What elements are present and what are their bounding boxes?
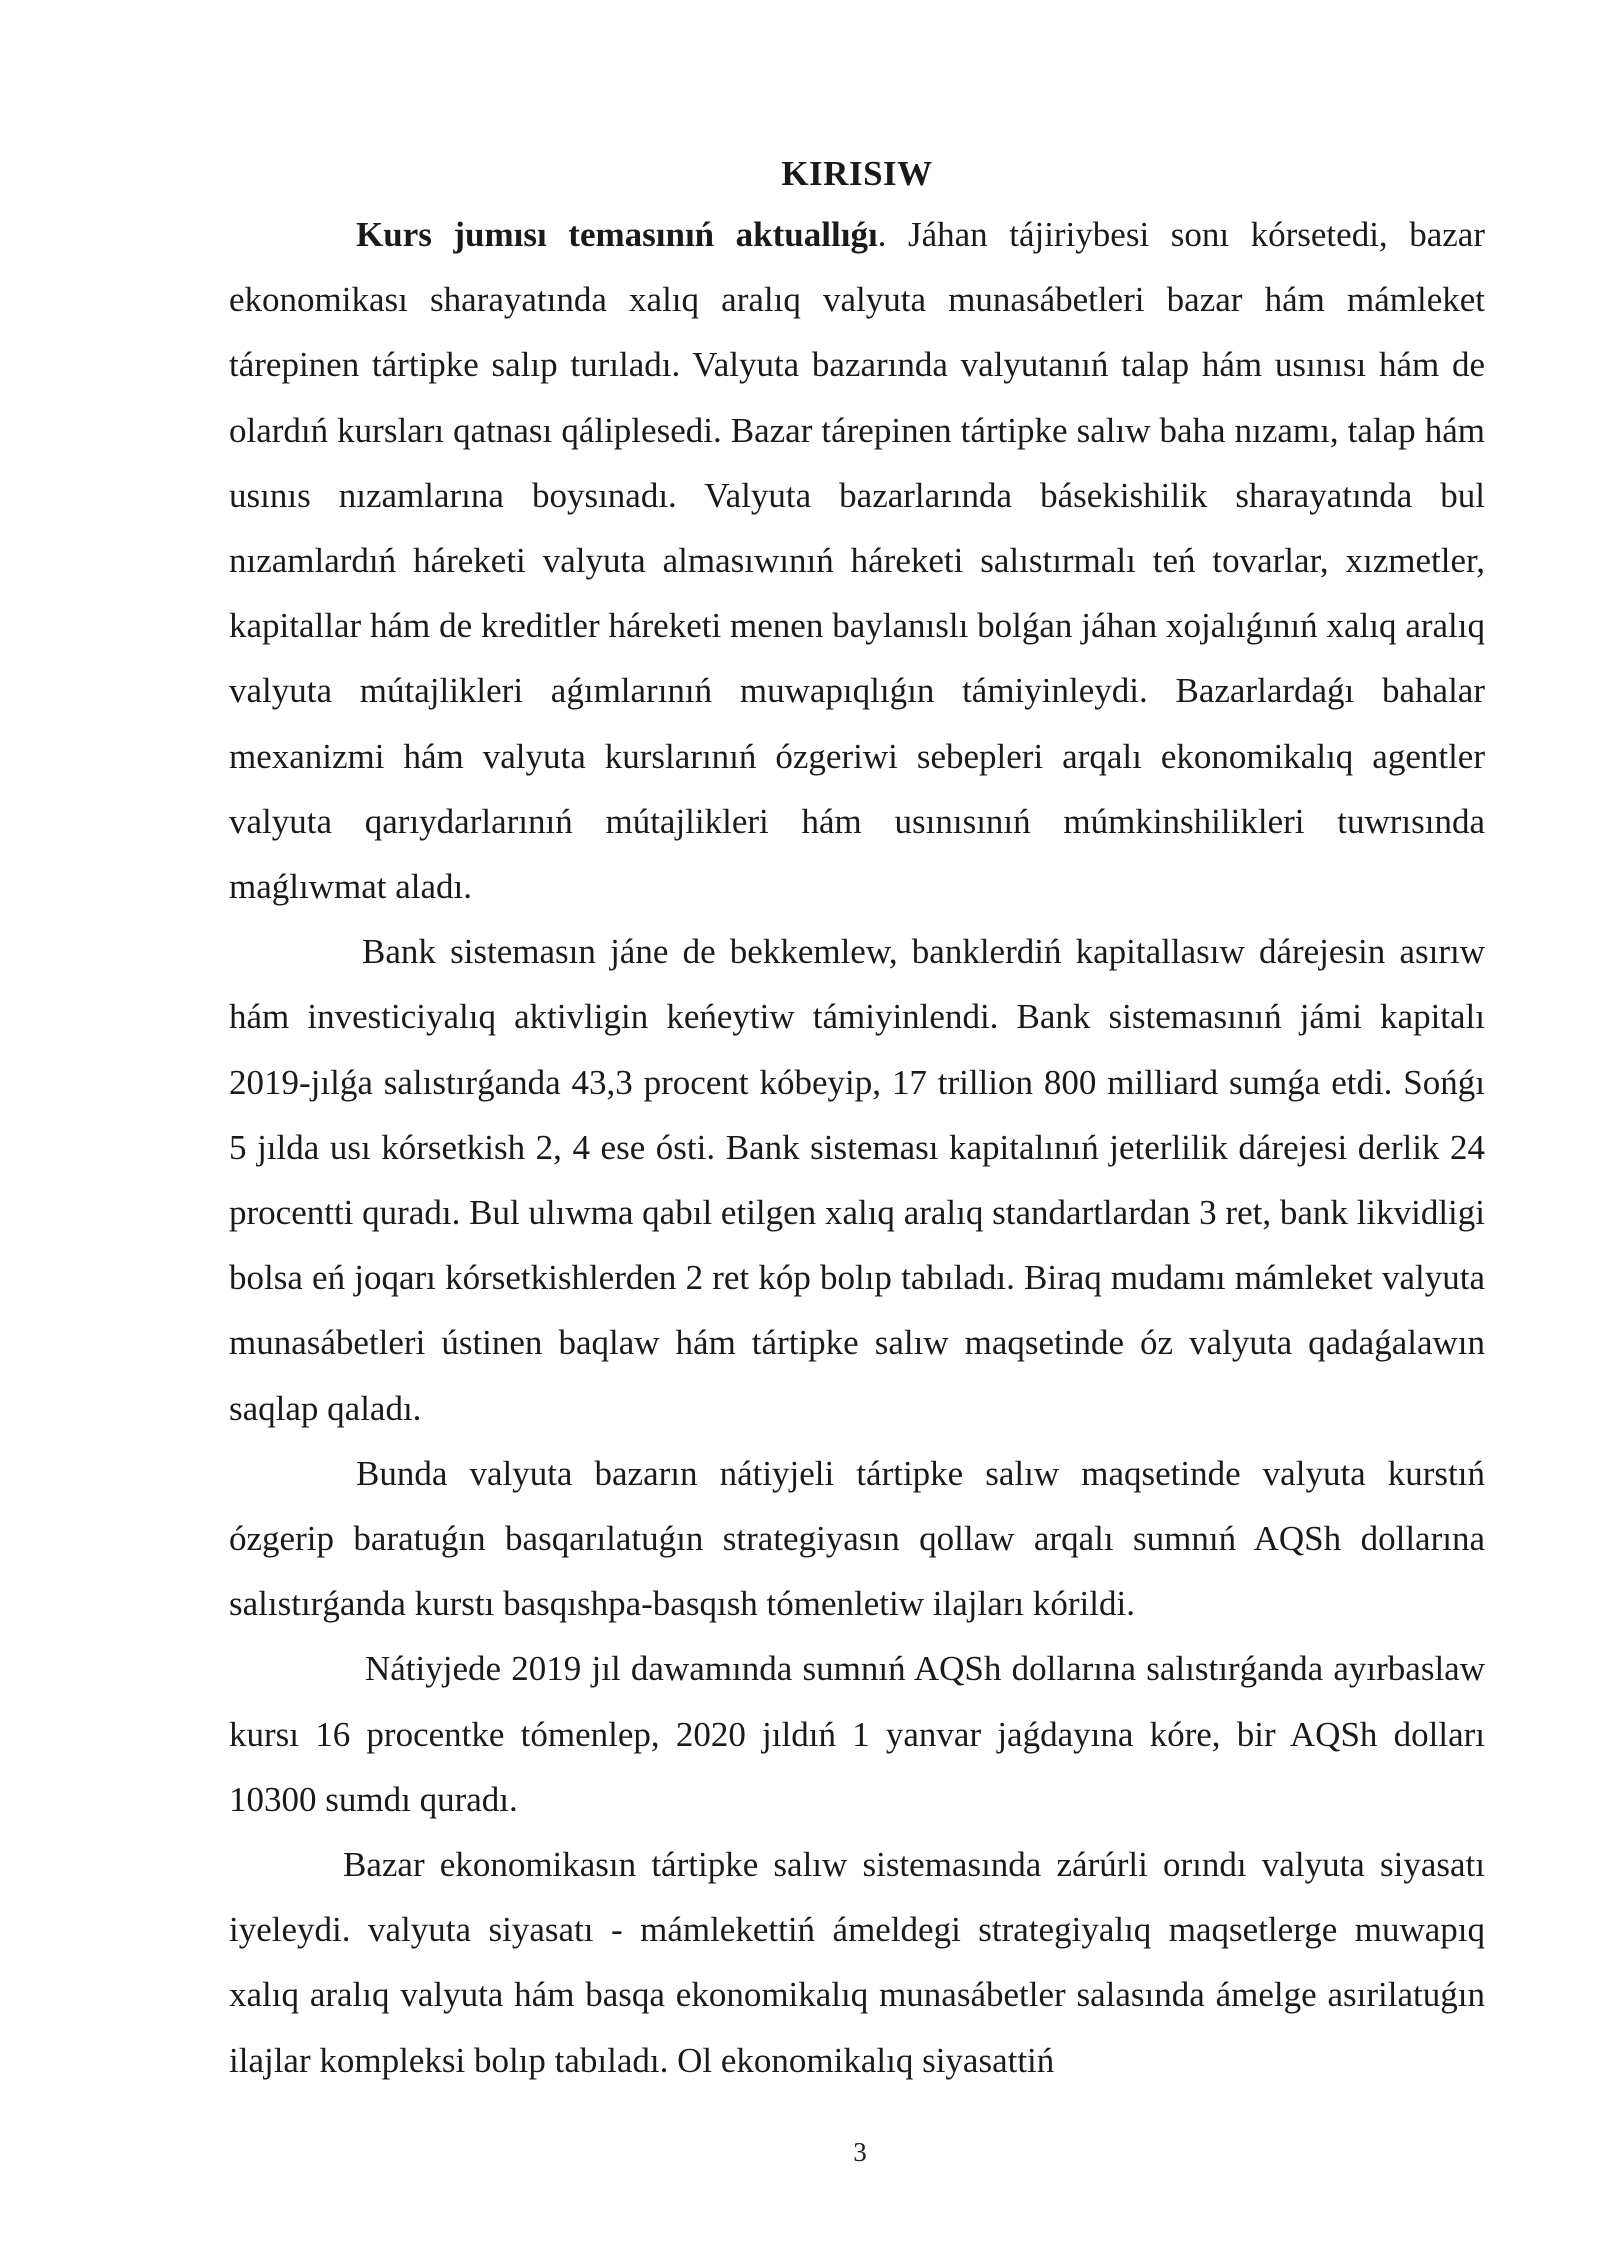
- paragraph-bank-system: Bank sistemasın jáne de bekkemlew, banklerdiń kapitallasıw dárejesin asırıw hám investiciyalıq aktivligin keńeytiw támiyinlendi. Bank sistemasınıń jámi kapitalı 2019-jılǵa salıstırǵanda 43,3 procent kóbeyip, 17 trillion 800 milliard sumǵa etdi. Sońǵı 5 jılda usı kórsetkish 2, 4 ese ósti. Bank sisteması kapitalınıń jeterlilik dárejesi derlik 24 procentti quradı. Bul ulıwma qabıl etilgen xalıq aralıq standartlardan 3 ret, bank likvidligi bolsa eń joqarı kórsetkishlerden 2 ret kóp bolıp tabıladı. Biraq mudamı mámleket valyuta munasábetleri ústinen baqlaw hám tártipke salıw maqsetinde óz valyuta qadaǵalawın saqlap qaladı.: [229, 932, 1485, 1428]
- paragraph-results-2019: Nátiyjede 2019 jıl dawamında sumnıń AQSh dollarına salıstırǵanda ayırbaslaw kursı 16 procentke tómenlep, 2020 jıldıń 1 yanvar jaǵdayına kóre, bir AQSh dolları 10300 sumdı quradı.: [229, 1649, 1485, 1819]
- paragraph-currency-policy: Bazar ekonomikasın tártipke salıw sistemasında zárúrli orındı valyuta siyasatı iyeleydi. valyuta siyasatı - mámlekettiń ámeldegi strategiyalıq maqsetlerge muwapıq xalıq aralıq valyuta hám basqa ekonomikalıq munasábetler salasında ámelge asırilatuǵın ilajlar kompleksi bolıp tabıladı. Ol ekonomikalıq siyasattiń: [229, 1845, 1485, 2080]
- paragraph-exchange-strategy: Bunda valyuta bazarın nátiyjeli tártipke salıw maqsetinde valyuta kurstıń ózgerip baratuǵın basqarılatuǵın strategiyasın qollaw arqalı sumnıń AQSh dollarına salıstırǵanda kurstı basqıshpa-basqısh tómenletiw ilajları kórildi.: [229, 1453, 1485, 1624]
- paragraph-body-text: . Jáhan tájiriybesi sonı kórsetedi, bazar ekonomikası sharayatında xalıq aralıq valyuta munasábetleri bazar hám mámleket tárepinen tártipke salıp turıladı. Valyuta bazarında valyutanıń talap hám usınısı hám de olardıń kursları qatnası qáliplesedi. Bazar tárepinen tártipke salıw baha nızamı, talap hám usınıs nızamlarına boysınadı. Valyuta bazarlarında básekishilik sharayatında bul nızamlardıń háreketi valyuta almasıwınıń háreketi salıstırmalı teń tovarlar, xızmetler, kapitallar hám de kreditler háreketi menen baylanıslı bolǵan jáhan xojalıǵınıń xalıq aralıq valyuta mútajlikleri aǵımlarınıń muwapıqlıǵın támiyinleydi. Bazarlardaǵı bahalar mexanizmi hám valyuta kurslarınıń ózgeriwi sebepleri arqalı ekonomikalıq agentler valyuta qarıydarlarınıń mútajlikleri hám usınısınıń múmkinshilikleri tuwrısında maǵlıwmat aladı.: [229, 215, 1485, 907]
- paragraph-lead-text: Kurs jumısı temasınıń aktuallıǵı: [356, 215, 878, 254]
- document-title: KIRISIW: [781, 154, 933, 193]
- document-page: [229, 150, 1485, 2093]
- paragraph-relevance: [229, 202, 1485, 919]
- page-number: 3: [853, 2137, 867, 2167]
